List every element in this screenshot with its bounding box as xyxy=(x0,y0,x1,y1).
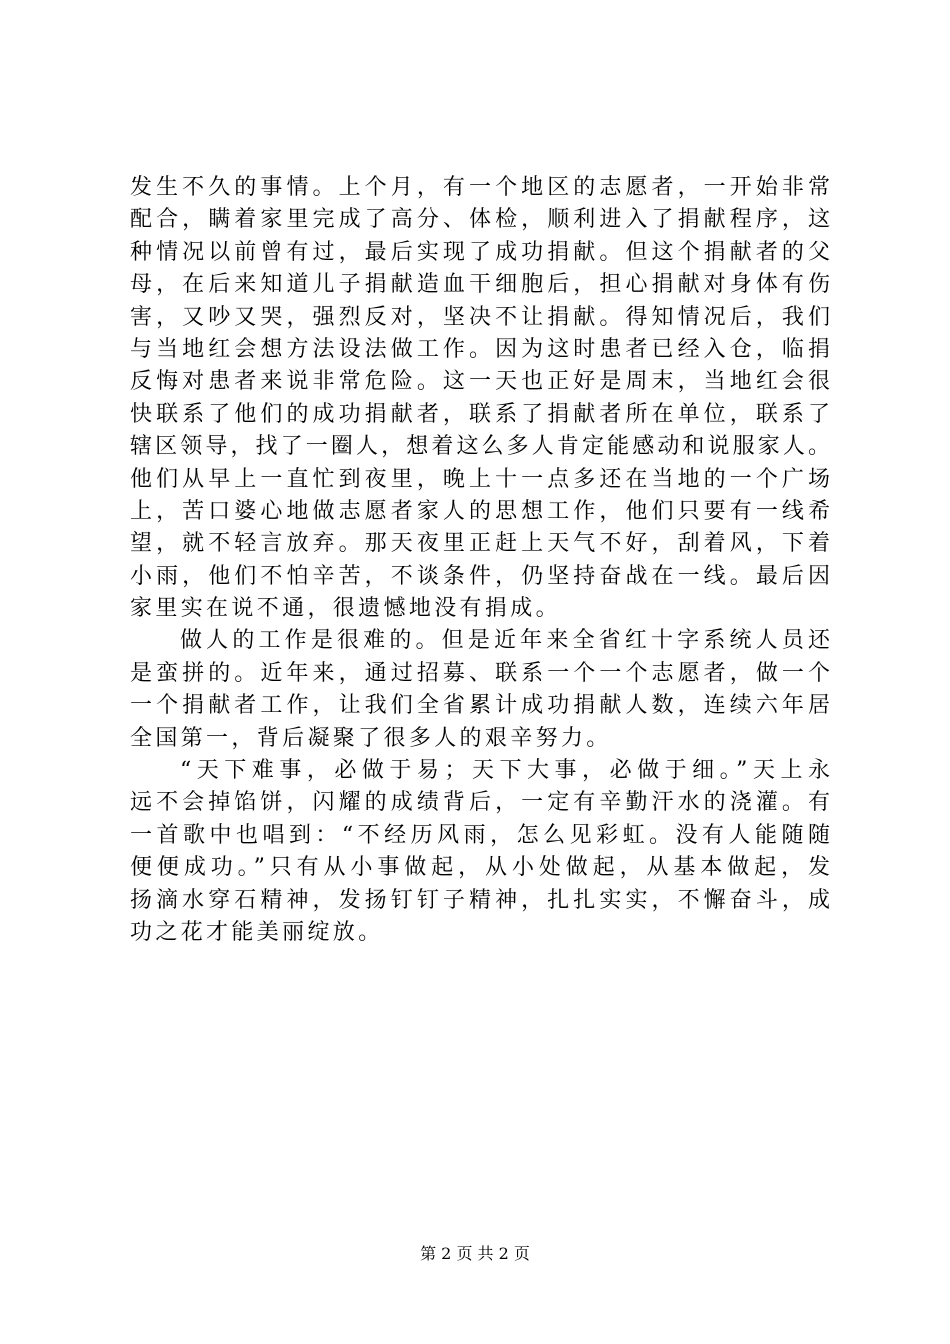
text-line: 小雨，他们不怕辛苦，不谈条件，仍坚持奋战在一线。最后因 xyxy=(130,563,830,589)
text-line: 反悔对患者来说非常危险。这一天也正好是周末，当地红会很 xyxy=(130,369,830,395)
text-line: 母，在后来知道儿子捐献造血干细胞后，担心捐献对身体有伤 xyxy=(130,272,830,298)
text-line: 害，又吵又哭，强烈反对，坚决不让捐献。得知情况后，我们 xyxy=(130,304,830,330)
text-line: 扬滴水穿石精神，发扬钉钉子精神，扎扎实实，不懈奋斗，成 xyxy=(130,887,830,913)
text-line: 一首歌中也唱到：“不经历风雨，怎么见彩虹。没有人能随随 xyxy=(130,822,830,848)
text-line: 种情况以前曾有过，最后实现了成功捐献。但这个捐献者的父 xyxy=(130,239,830,265)
text-line: 一个捐献者工作，让我们全省累计成功捐献人数，连续六年居 xyxy=(130,693,830,719)
text-line: 望，就不轻言放弃。那天夜里正赶上天气不好，刮着风，下着 xyxy=(130,531,830,557)
paragraph xyxy=(130,755,830,949)
text-line: “天下难事，必做于易；天下大事，必做于细。”天上永 xyxy=(180,758,830,784)
text-line: 做人的工作是很难的。但是近年来全省红十字系统人员还 xyxy=(180,628,830,654)
text-line: 辖区领导，找了一圈人，想着这么多人肯定能感动和说服家人。 xyxy=(130,434,830,460)
text-line: 远不会掉馅饼，闪耀的成绩背后，一定有辛勤汗水的浇灌。有 xyxy=(130,790,830,816)
text-line: 与当地红会想方法设法做工作。因为这时患者已经入仓，临捐 xyxy=(130,336,830,362)
text-line: 发生不久的事情。上个月，有一个地区的志愿者，一开始非常 xyxy=(130,175,830,200)
text-line: 是蛮拼的。近年来，通过招募、联系一个一个志愿者，做一个 xyxy=(130,660,830,686)
paragraph xyxy=(130,172,830,625)
document-body xyxy=(130,172,830,949)
text-line: 上，苦口婆心地做志愿者家人的思想工作，他们只要有一线希 xyxy=(130,498,830,524)
text-line: 功之花才能美丽绽放。 xyxy=(130,919,384,945)
text-line: 配合，瞒着家里完成了高分、体检，顺利进入了捐献程序，这 xyxy=(130,207,830,233)
text-line: 家里实在说不通，很遗憾地没有捐成。 xyxy=(130,596,561,622)
text-line: 全国第一，背后凝聚了很多人的艰辛努力。 xyxy=(130,725,612,751)
text-line: 快联系了他们的成功捐献者，联系了捐献者所在单位，联系了 xyxy=(130,401,830,427)
text-line: 他们从早上一直忙到夜里，晚上十一点多还在当地的一个广场 xyxy=(130,466,830,492)
page-footer: 第 2 页 共 2 页 xyxy=(420,1244,530,1263)
paragraph xyxy=(130,625,830,755)
text-line: 便便成功。”只有从小事做起，从小处做起，从基本做起，发 xyxy=(130,855,830,881)
